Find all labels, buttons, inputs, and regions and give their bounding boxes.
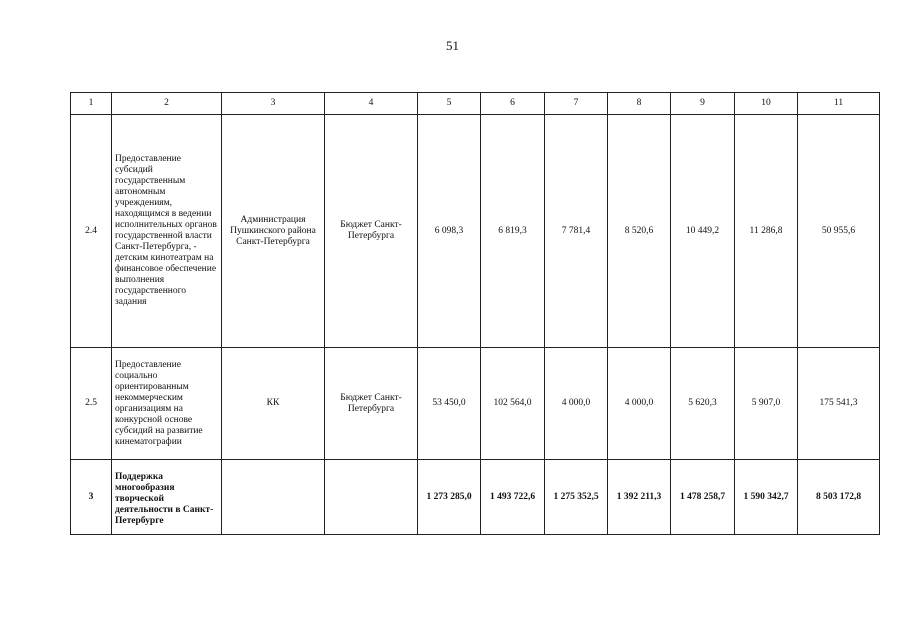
column-header: 5 [418, 93, 481, 115]
row-value: 4 000,0 [545, 348, 608, 460]
row-value: 1 392 211,3 [608, 460, 671, 535]
row-value: 4 000,0 [608, 348, 671, 460]
row-number: 2.5 [71, 348, 112, 460]
page-number: 51 [446, 38, 459, 53]
row-value: 7 781,4 [545, 115, 608, 348]
row-value: 1 493 722,6 [481, 460, 545, 535]
column-header: 3 [222, 93, 325, 115]
row-total: 175 541,3 [798, 348, 880, 460]
row-value: 10 449,2 [671, 115, 735, 348]
row-number: 3 [71, 460, 112, 535]
row-total: 50 955,6 [798, 115, 880, 348]
budget-table [70, 92, 880, 535]
row-value: 102 564,0 [481, 348, 545, 460]
row-value: 6 098,3 [418, 115, 481, 348]
row-value: 1 478 258,7 [671, 460, 735, 535]
column-header: 2 [112, 93, 222, 115]
row-funding-source: Бюджет Санкт-Петербурга [325, 115, 418, 348]
row-executor: Администрация Пушкинского района Санкт-Петербурга [222, 115, 325, 348]
column-header: 7 [545, 93, 608, 115]
column-header: 8 [608, 93, 671, 115]
row-value: 1 275 352,5 [545, 460, 608, 535]
row-value: 6 819,3 [481, 115, 545, 348]
row-executor: КК [222, 348, 325, 460]
row-number: 2.4 [71, 115, 112, 348]
row-value: 5 907,0 [735, 348, 798, 460]
row-description: Предоставление субсидий государственным автономным учреждениям, находящимся в ведении исполнительных органов государственной власти Санкт-Петербурга, - детским кинотеатрам на финансовое обеспечение выполнения государственного задания [112, 115, 222, 348]
row-total: 8 503 172,8 [798, 460, 880, 535]
row-value: 1 273 285,0 [418, 460, 481, 535]
row-value: 11 286,8 [735, 115, 798, 348]
row-funding-source [325, 460, 418, 535]
table-row [71, 115, 880, 348]
header-row [71, 93, 880, 115]
column-header: 9 [671, 93, 735, 115]
column-header: 11 [798, 93, 880, 115]
column-header: 6 [481, 93, 545, 115]
row-value: 5 620,3 [671, 348, 735, 460]
table-row [71, 348, 880, 460]
column-header: 1 [71, 93, 112, 115]
table-row [71, 460, 880, 535]
row-value: 1 590 342,7 [735, 460, 798, 535]
row-description: Поддержка многообразия творческой деятельности в Санкт-Петербурге [112, 460, 222, 535]
row-value: 8 520,6 [608, 115, 671, 348]
column-header: 10 [735, 93, 798, 115]
row-funding-source: Бюджет Санкт-Петербурга [325, 348, 418, 460]
row-value: 53 450,0 [418, 348, 481, 460]
row-executor [222, 460, 325, 535]
column-header: 4 [325, 93, 418, 115]
row-description: Предоставление социально ориентированным некоммерческим организациям на конкурсной основе субсидий на развитие кинематографии [112, 348, 222, 460]
